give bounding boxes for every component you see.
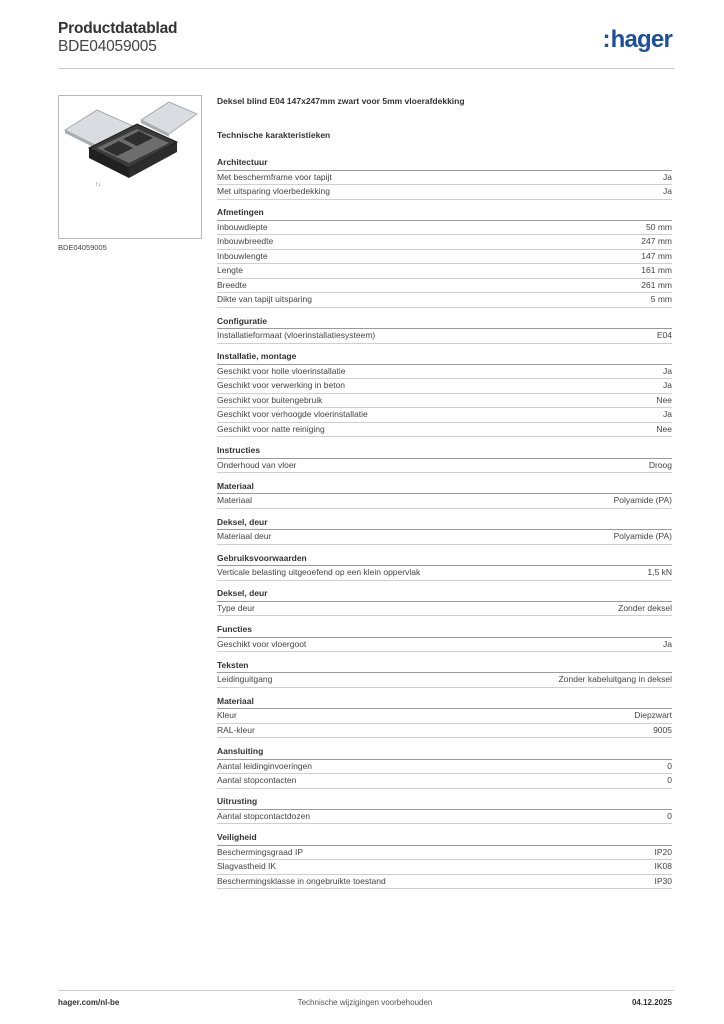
section-title: Veiligheid	[217, 832, 672, 846]
spec-value: E04	[656, 330, 672, 341]
section-title: Installatie, montage	[217, 351, 672, 365]
spec-section	[217, 481, 672, 509]
spec-label: Verticale belasting uitgeoefend op een klein oppervlak	[217, 567, 421, 578]
header-divider	[58, 68, 674, 69]
spec-value: Ja	[663, 638, 672, 649]
section-title: Architectuur	[217, 157, 672, 171]
spec-row	[217, 250, 672, 265]
technical-content	[217, 96, 672, 889]
spec-label: Geschikt voor vloergoot	[217, 638, 307, 649]
spec-label: Aantal stopcontacten	[217, 775, 297, 786]
spec-row	[217, 724, 672, 739]
spec-label: Inbouwbreedte	[217, 236, 274, 247]
spec-label: Dikte van tapijt uitsparing	[217, 294, 312, 305]
spec-row	[217, 494, 672, 509]
spec-row	[217, 810, 672, 825]
spec-row	[217, 530, 672, 545]
footer-notice: Technische wijzigingen voorbehouden	[297, 998, 433, 1007]
spec-section	[217, 517, 672, 545]
spec-value: 147 mm	[641, 250, 672, 261]
spec-section	[217, 588, 672, 616]
spec-value: IP30	[654, 875, 672, 886]
spec-row	[217, 638, 672, 653]
spec-label: Beschermingsklasse in ongebruikte toestand	[217, 875, 386, 886]
spec-row	[217, 459, 672, 474]
spec-row	[217, 221, 672, 236]
footer-date: 04.12.2025	[631, 998, 672, 1007]
spec-label: Geschikt voor holle vloerinstallatie	[217, 365, 346, 376]
spec-row	[217, 379, 672, 394]
section-title: Gebruiksvoorwaarden	[217, 553, 672, 567]
spec-section	[217, 316, 672, 344]
spec-section	[217, 696, 672, 739]
spec-label: Met beschermframe voor tapijt	[217, 171, 332, 182]
spec-label: Type deur	[217, 602, 255, 613]
floor-box-cover-illustration	[59, 96, 201, 238]
section-title: Materiaal	[217, 481, 672, 495]
section-title: Functies	[217, 624, 672, 638]
spec-value: 0	[667, 760, 672, 771]
spec-label: Inbouwlengte	[217, 250, 268, 261]
spec-value: 1,5 kN	[647, 567, 672, 578]
spec-section	[217, 624, 672, 652]
spec-value: Zonder kabeluitgang in deksel	[558, 674, 672, 685]
spec-row	[217, 846, 672, 861]
spec-value: IK08	[654, 861, 672, 872]
spec-section	[217, 660, 672, 688]
spec-section	[217, 445, 672, 473]
image-caption: BDE04059005	[58, 243, 107, 252]
spec-value: Droog	[648, 459, 672, 470]
spec-value: Ja	[663, 171, 672, 182]
spec-row	[217, 602, 672, 617]
spec-row	[217, 875, 672, 890]
hager-logo: :hager	[602, 26, 672, 53]
spec-label: Lengte	[217, 265, 243, 276]
spec-row	[217, 279, 672, 294]
spec-section	[217, 746, 672, 789]
spec-row	[217, 408, 672, 423]
spec-value: 0	[667, 775, 672, 786]
spec-row	[217, 423, 672, 438]
spec-value: Diepzwart	[634, 710, 672, 721]
document-title: Productdatablad	[58, 20, 178, 37]
spec-label: Beschermingsgraad IP	[217, 846, 303, 857]
spec-label: Installatieformaat (vloerinstallatiesysteem)	[217, 330, 376, 341]
product-title: Deksel blind E04 147x247mm zwart voor 5mm vloerafdekking	[217, 96, 465, 106]
spec-label: Geschikt voor verwerking in beton	[217, 380, 346, 391]
section-title: Configuratie	[217, 316, 672, 330]
logo-text: hager	[610, 26, 672, 53]
tech-characteristics-title: Technische karakteristieken	[217, 130, 331, 140]
spec-value: Nee	[656, 423, 672, 434]
spec-label: Aantal stopcontactdozen	[217, 810, 311, 821]
spec-section	[217, 553, 672, 581]
footer-divider	[58, 990, 674, 991]
spec-label: Kleur	[217, 710, 237, 721]
spec-value: Ja	[663, 186, 672, 196]
section-title: Materiaal	[217, 696, 672, 710]
spec-value: 0	[667, 810, 672, 821]
spec-row	[217, 860, 672, 875]
spec-label: Materiaal deur	[217, 531, 272, 542]
product-image	[58, 95, 202, 239]
spec-section	[217, 351, 672, 437]
spec-row	[217, 185, 672, 200]
spec-section	[217, 157, 672, 200]
spec-label: Geschikt voor buitengebruik	[217, 394, 323, 405]
spec-value: Polyamide (PA)	[613, 495, 672, 506]
section-title: Aansluiting	[217, 746, 672, 760]
spec-label: RAL-kleur	[217, 724, 255, 735]
spec-row	[217, 709, 672, 724]
spec-value: 161 mm	[641, 265, 672, 276]
spec-row	[217, 673, 672, 688]
spec-row	[217, 235, 672, 250]
spec-value: 247 mm	[641, 236, 672, 247]
section-title: Afmetingen	[217, 207, 672, 221]
spec-value: Nee	[656, 394, 672, 405]
spec-value: 261 mm	[641, 279, 672, 290]
spec-row	[217, 566, 672, 581]
spec-section	[217, 207, 672, 308]
product-id: BDE04059005	[58, 38, 157, 55]
spec-value: Polyamide (PA)	[613, 531, 672, 542]
spec-value: 5 mm	[650, 294, 672, 305]
spec-section	[217, 796, 672, 824]
section-title: Deksel, deur	[217, 517, 672, 531]
page-header	[58, 20, 674, 70]
small-marks: ↑↓	[95, 182, 101, 188]
spec-label: Geschikt voor natte reiniging	[217, 423, 325, 434]
spec-label: Met uitsparing vloerbedekking	[217, 186, 330, 196]
spec-value: IP20	[654, 846, 672, 857]
spec-row	[217, 394, 672, 409]
section-title: Instructies	[217, 445, 672, 459]
spec-row	[217, 760, 672, 775]
spec-section	[217, 832, 672, 889]
spec-label: Onderhoud van vloer	[217, 459, 297, 470]
spec-label: Breedte	[217, 279, 247, 290]
spec-row	[217, 365, 672, 380]
spec-label: Materiaal	[217, 495, 252, 506]
spec-row	[217, 774, 672, 789]
spec-label: Slagvastheid IK	[217, 861, 277, 872]
footer-website: hager.com/nl-be	[58, 998, 120, 1007]
spec-row	[217, 264, 672, 279]
spec-label: Leidinguitgang	[217, 674, 273, 685]
spec-value: Ja	[663, 409, 672, 420]
spec-row	[217, 171, 672, 186]
spec-label: Geschikt voor verhoogde vloerinstallatie	[217, 409, 368, 420]
spec-row	[217, 329, 672, 344]
spec-value: Zonder deksel	[618, 602, 672, 613]
spec-label: Aantal leidinginvoeringen	[217, 760, 312, 771]
section-title: Deksel, deur	[217, 588, 672, 602]
section-title: Teksten	[217, 660, 672, 674]
spec-value: 50 mm	[646, 221, 672, 232]
section-title: Uitrusting	[217, 796, 672, 810]
spec-label: Inbouwdiepte	[217, 221, 268, 232]
spec-value: Ja	[663, 380, 672, 391]
spec-value: 9005	[653, 724, 672, 735]
spec-value: Ja	[663, 365, 672, 376]
spec-row	[217, 293, 672, 308]
